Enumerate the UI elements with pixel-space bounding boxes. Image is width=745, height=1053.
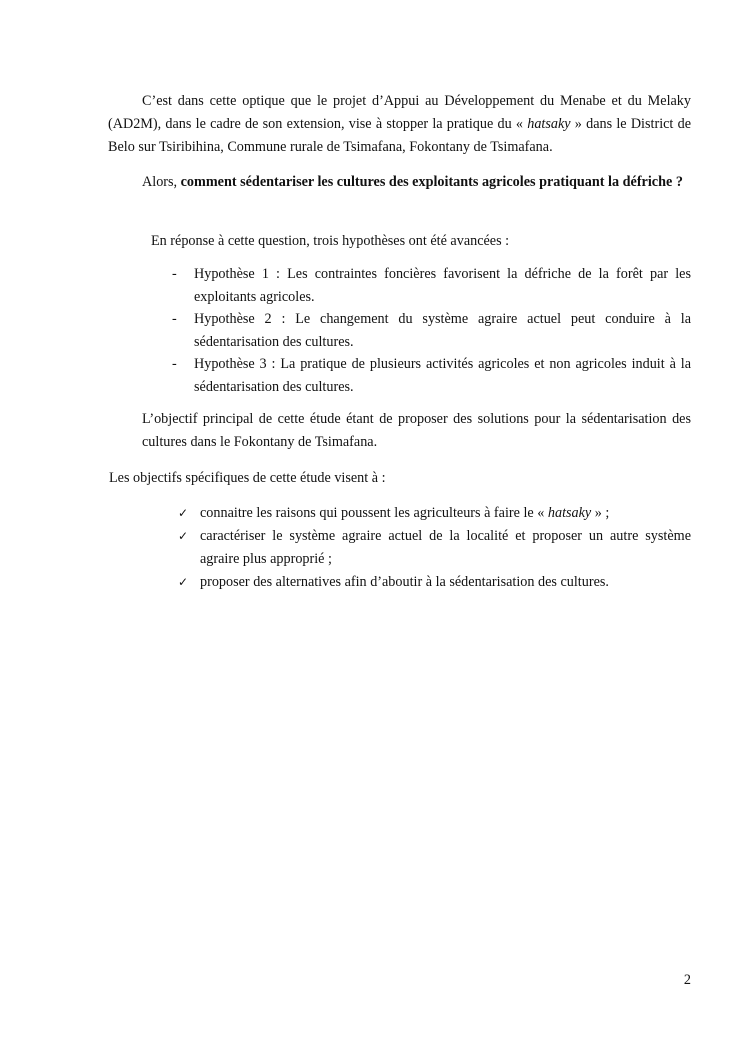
hypotheses-list (172, 263, 691, 398)
objective-1-end: » ; (591, 505, 610, 521)
intro-text-end: » dans le District de Belo sur Tsiribihina, Commune rurale de Tsimafana, Fokontany de Tsimafana. (108, 116, 691, 155)
list-item (172, 308, 691, 353)
checkmark-icon: ✓ (178, 575, 189, 589)
objective-2: caractériser le système agraire actuel de la localité et proposer un autre système agraire plus approprié ; (200, 528, 691, 567)
intro-paragraph (108, 90, 691, 159)
dash-bullet: - (172, 266, 177, 282)
list-item (178, 525, 691, 571)
list-item (172, 263, 691, 308)
research-question: comment sédentariser les cultures des exploitants agricoles pratiquant la défriche ? (180, 174, 683, 190)
checkmark-icon: ✓ (178, 506, 189, 520)
list-item (178, 571, 691, 594)
hypotheses-intro: En réponse à cette question, trois hypothèses ont été avancées : (151, 233, 510, 249)
objective-3: proposer des alternatives afin d’aboutir à la sédentarisation des cultures. (200, 574, 609, 590)
hypothesis-1: Hypothèse 1 : Les contraintes foncières favorisent la défriche de la forêt par les exploitants agricoles. (194, 266, 691, 305)
objectives-list (178, 502, 691, 594)
dash-bullet: - (172, 311, 177, 327)
specific-objectives-intro: Les objectifs spécifiques de cette étude visent à : (109, 470, 386, 486)
hatsaky-term: hatsaky (547, 505, 592, 521)
page-number: 2 (683, 972, 691, 988)
checkmark-icon: ✓ (178, 529, 189, 543)
hypothesis-3: Hypothèse 3 : La pratique de plusieurs activités agricoles et non agricoles induit à la sédentarisation des cultures. (194, 356, 691, 395)
hypothesis-2: Hypothèse 2 : Le changement du système agraire actuel peut conduire à la sédentarisation des cultures. (194, 311, 691, 350)
intro-text-start: C’est dans cette optique que le projet d’Appui au Développement du Menabe et du Melaky (AD2M), dans le cadre de son extension, vise à stopper la pratique du « (108, 93, 691, 132)
list-item (178, 502, 691, 525)
main-objective-paragraph: L’objectif principal de cette étude étant de proposer des solutions pour la sédentarisation des cultures dans le Fokontany de Tsimafana. (142, 411, 691, 450)
dash-bullet: - (172, 356, 177, 372)
list-item (172, 353, 691, 398)
objective-1-start: connaitre les raisons qui poussent les agriculteurs à faire le « (200, 505, 548, 521)
question-lead: Alors, (142, 174, 181, 190)
research-question-paragraph (108, 171, 691, 194)
hatsaky-term: hatsaky (527, 116, 571, 132)
